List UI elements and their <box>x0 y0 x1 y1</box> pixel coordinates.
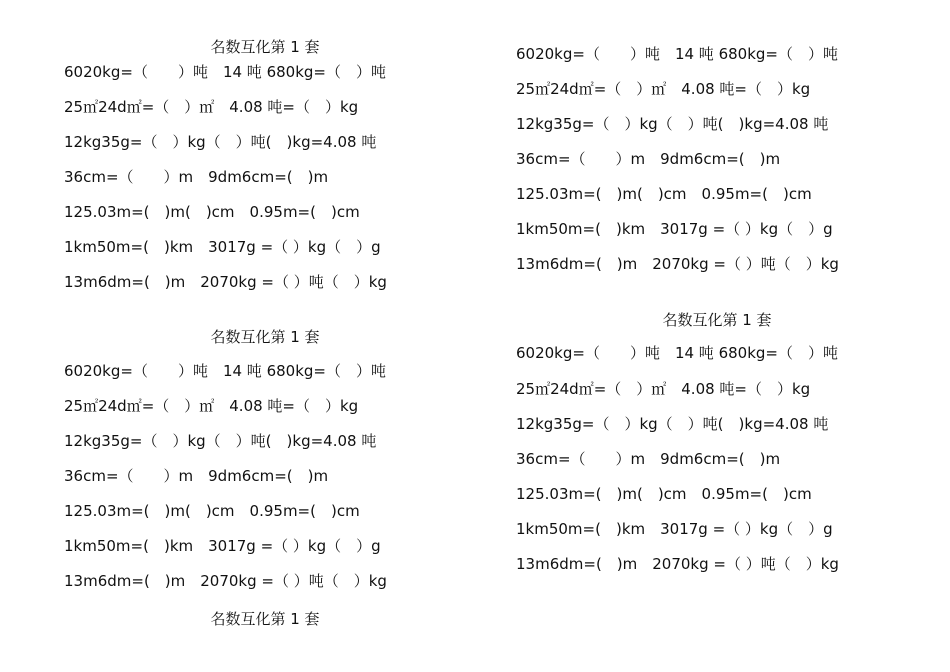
exercise-line: 25㎡24d㎡=（ ）㎡ 4.08 吨=（ ）kg <box>516 80 811 98</box>
exercise-line: 125.03m=( )m( )cm 0.95m=( )cm <box>64 502 360 520</box>
exercise-line: 6020kg=（ ）吨 14 吨 680kg=（ ）吨 <box>64 362 386 380</box>
exercise-line: 36cm=（ ）m 9dm6cm=( )m <box>64 467 329 485</box>
exercise-line: 1km50m=( )km 3017g =（ ）kg（ ）g <box>516 220 833 238</box>
set-title: 名数互化第 1 套 <box>210 610 320 628</box>
exercise-line: 36cm=（ ）m 9dm6cm=( )m <box>516 450 781 468</box>
exercise-line: 1km50m=( )km 3017g =（ ）kg（ ）g <box>64 238 381 256</box>
exercise-line: 1km50m=( )km 3017g =（ ）kg（ ）g <box>516 520 833 538</box>
exercise-line: 12kg35g=（ ）kg（ ）吨( )kg=4.08 吨 <box>516 115 829 133</box>
exercise-line: 6020kg=（ ）吨 14 吨 680kg=（ ）吨 <box>516 344 838 362</box>
exercise-line: 12kg35g=（ ）kg（ ）吨( )kg=4.08 吨 <box>516 415 829 433</box>
exercise-line: 12kg35g=（ ）kg（ ）吨( )kg=4.08 吨 <box>64 432 377 450</box>
exercise-line: 13m6dm=( )m 2070kg =（ ）吨（ ）kg <box>64 273 387 291</box>
exercise-line: 125.03m=( )m( )cm 0.95m=( )cm <box>516 185 812 203</box>
exercise-line: 6020kg=（ ）吨 14 吨 680kg=（ ）吨 <box>516 45 838 63</box>
exercise-line: 25㎡24d㎡=（ ）㎡ 4.08 吨=（ ）kg <box>64 397 359 415</box>
exercise-line: 13m6dm=( )m 2070kg =（ ）吨（ ）kg <box>516 255 839 273</box>
exercise-line: 13m6dm=( )m 2070kg =（ ）吨（ ）kg <box>516 555 839 573</box>
set-title: 名数互化第 1 套 <box>210 38 320 56</box>
set-title: 名数互化第 1 套 <box>662 311 772 329</box>
exercise-line: 125.03m=( )m( )cm 0.95m=( )cm <box>516 485 812 503</box>
exercise-line: 36cm=（ ）m 9dm6cm=( )m <box>64 168 329 186</box>
exercise-line: 125.03m=( )m( )cm 0.95m=( )cm <box>64 203 360 221</box>
exercise-line: 1km50m=( )km 3017g =（ ）kg（ ）g <box>64 537 381 555</box>
set-title: 名数互化第 1 套 <box>210 328 320 346</box>
exercise-line: 25㎡24d㎡=（ ）㎡ 4.08 吨=（ ）kg <box>516 380 811 398</box>
exercise-line: 36cm=（ ）m 9dm6cm=( )m <box>516 150 781 168</box>
exercise-line: 13m6dm=( )m 2070kg =（ ）吨（ ）kg <box>64 572 387 590</box>
exercise-line: 25㎡24d㎡=（ ）㎡ 4.08 吨=（ ）kg <box>64 98 359 116</box>
exercise-line: 12kg35g=（ ）kg（ ）吨( )kg=4.08 吨 <box>64 133 377 151</box>
exercise-line: 6020kg=（ ）吨 14 吨 680kg=（ ）吨 <box>64 63 386 81</box>
